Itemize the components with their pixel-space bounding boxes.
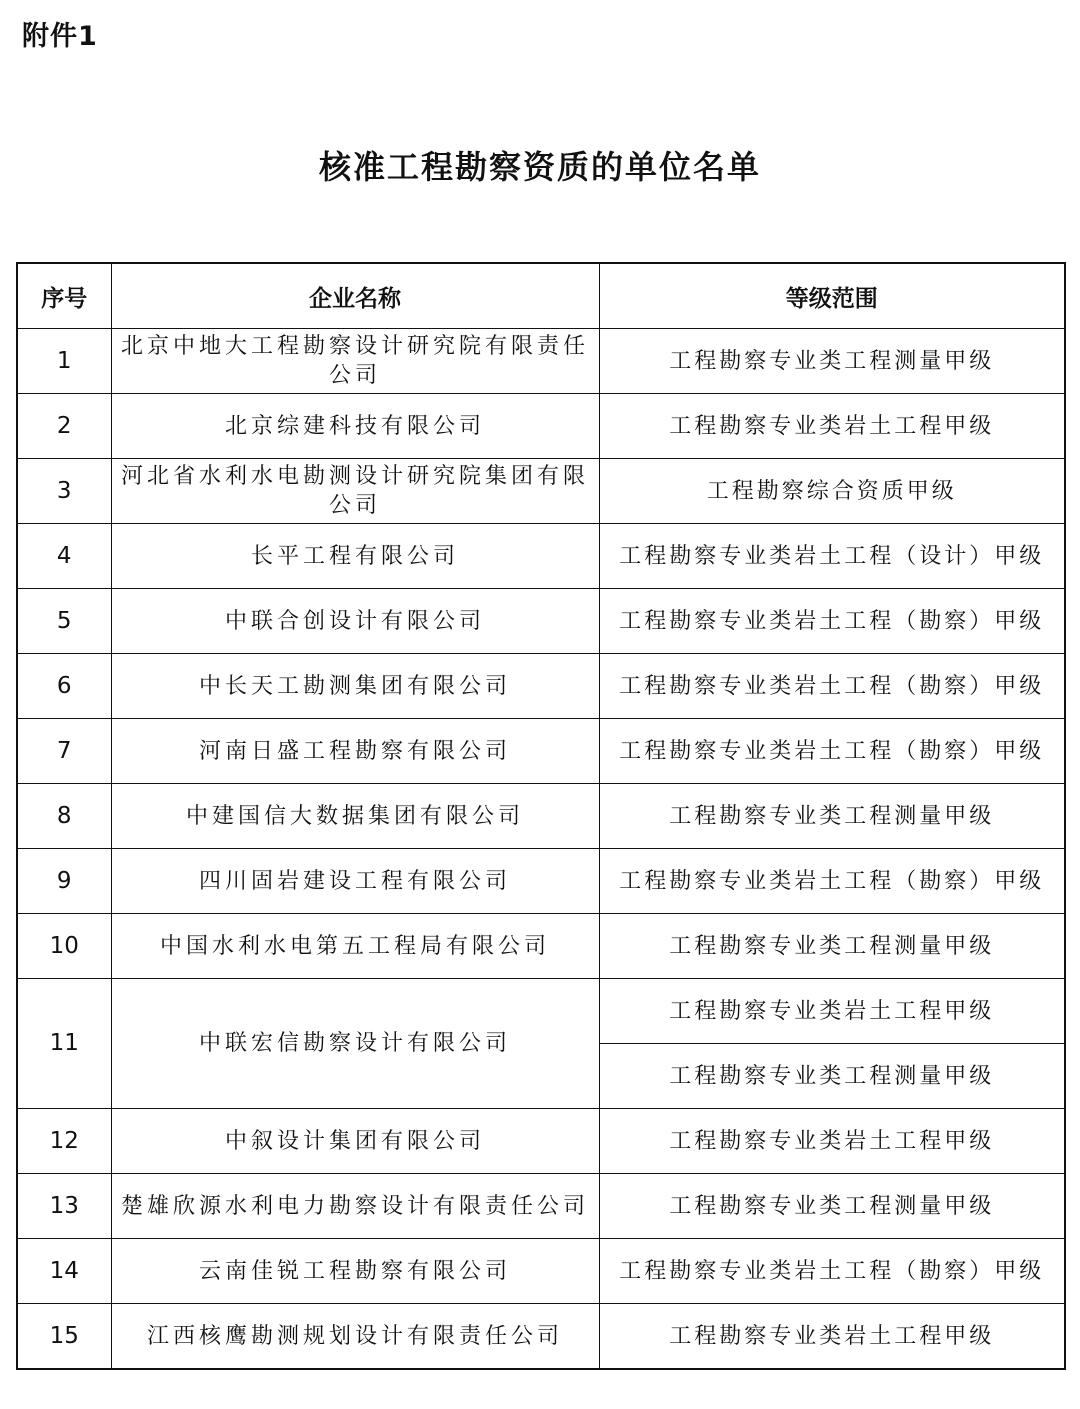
- table-row: [17, 979, 1065, 1044]
- cell-company-name: 北京综建科技有限公司: [111, 394, 599, 459]
- cell-company-name: 长平工程有限公司: [111, 524, 599, 589]
- cell-grade: 工程勘察专业类岩土工程（勘察）甲级: [599, 654, 1065, 719]
- cell-seq: 6: [17, 654, 111, 719]
- table-row: [17, 459, 1065, 524]
- cell-company-name: 楚雄欣源水利电力勘察设计有限责任公司: [111, 1174, 599, 1239]
- cell-seq: 4: [17, 524, 111, 589]
- cell-company-name: 河南日盛工程勘察有限公司: [111, 719, 599, 784]
- cell-grade: 工程勘察专业类工程测量甲级: [599, 1044, 1065, 1109]
- cell-seq: 9: [17, 849, 111, 914]
- table-row: [17, 654, 1065, 719]
- cell-grade: 工程勘察专业类岩土工程甲级: [599, 979, 1065, 1044]
- table-row: [17, 719, 1065, 784]
- cell-seq: 14: [17, 1239, 111, 1304]
- cell-grade: 工程勘察专业类工程测量甲级: [599, 784, 1065, 849]
- cell-seq: 3: [17, 459, 111, 524]
- cell-company-name: 江西核鹰勘测规划设计有限责任公司: [111, 1304, 599, 1370]
- cell-company-name: 北京中地大工程勘察设计研究院有限责任公司: [111, 329, 599, 394]
- cell-company-name: 中建国信大数据集团有限公司: [111, 784, 599, 849]
- cell-grade: 工程勘察专业类岩土工程甲级: [599, 394, 1065, 459]
- cell-seq: 11: [17, 979, 111, 1109]
- cell-grade: 工程勘察专业类岩土工程甲级: [599, 1304, 1065, 1370]
- cell-seq: 5: [17, 589, 111, 654]
- table-header-row: [17, 263, 1065, 329]
- table-row: [17, 1239, 1065, 1304]
- cell-company-name: 中联宏信勘察设计有限公司: [111, 979, 599, 1109]
- cell-seq: 2: [17, 394, 111, 459]
- page-title: 核准工程勘察资质的单位名单: [318, 148, 761, 186]
- table-row: [17, 329, 1065, 394]
- cell-grade: 工程勘察综合资质甲级: [599, 459, 1065, 524]
- qualification-table: [16, 262, 1066, 1370]
- cell-company-name: 云南佳锐工程勘察有限公司: [111, 1239, 599, 1304]
- cell-grade: 工程勘察专业类岩土工程（勘察）甲级: [599, 719, 1065, 784]
- cell-company-name: 中长天工勘测集团有限公司: [111, 654, 599, 719]
- table-row: [17, 394, 1065, 459]
- cell-company-name: 河北省水利水电勘测设计研究院集团有限公司: [111, 459, 599, 524]
- cell-grade: 工程勘察专业类工程测量甲级: [599, 914, 1065, 979]
- table-row: [17, 1109, 1065, 1174]
- cell-grade: 工程勘察专业类岩土工程（设计）甲级: [599, 524, 1065, 589]
- header-grade: 等级范围: [599, 263, 1065, 329]
- cell-seq: 13: [17, 1174, 111, 1239]
- header-name: 企业名称: [111, 263, 599, 329]
- cell-seq: 12: [17, 1109, 111, 1174]
- table-row: [17, 784, 1065, 849]
- cell-company-name: 四川固岩建设工程有限公司: [111, 849, 599, 914]
- table-row: [17, 914, 1065, 979]
- table-row: [17, 589, 1065, 654]
- table-row: [17, 849, 1065, 914]
- table-row: [17, 524, 1065, 589]
- cell-seq: 1: [17, 329, 111, 394]
- cell-company-name: 中叙设计集团有限公司: [111, 1109, 599, 1174]
- cell-seq: 10: [17, 914, 111, 979]
- attachment-label: 附件1: [22, 21, 98, 52]
- cell-grade: 工程勘察专业类工程测量甲级: [599, 1174, 1065, 1239]
- cell-seq: 8: [17, 784, 111, 849]
- table-row: [17, 1174, 1065, 1239]
- cell-grade: 工程勘察专业类岩土工程甲级: [599, 1109, 1065, 1174]
- cell-grade: 工程勘察专业类岩土工程（勘察）甲级: [599, 589, 1065, 654]
- cell-seq: 7: [17, 719, 111, 784]
- cell-grade: 工程勘察专业类岩土工程（勘察）甲级: [599, 849, 1065, 914]
- cell-seq: 15: [17, 1304, 111, 1370]
- cell-company-name: 中国水利水电第五工程局有限公司: [111, 914, 599, 979]
- cell-grade: 工程勘察专业类工程测量甲级: [599, 329, 1065, 394]
- table-body: [17, 329, 1065, 1370]
- cell-grade: 工程勘察专业类岩土工程（勘察）甲级: [599, 1239, 1065, 1304]
- table-row: [17, 1304, 1065, 1370]
- cell-company-name: 中联合创设计有限公司: [111, 589, 599, 654]
- header-seq: 序号: [17, 263, 111, 329]
